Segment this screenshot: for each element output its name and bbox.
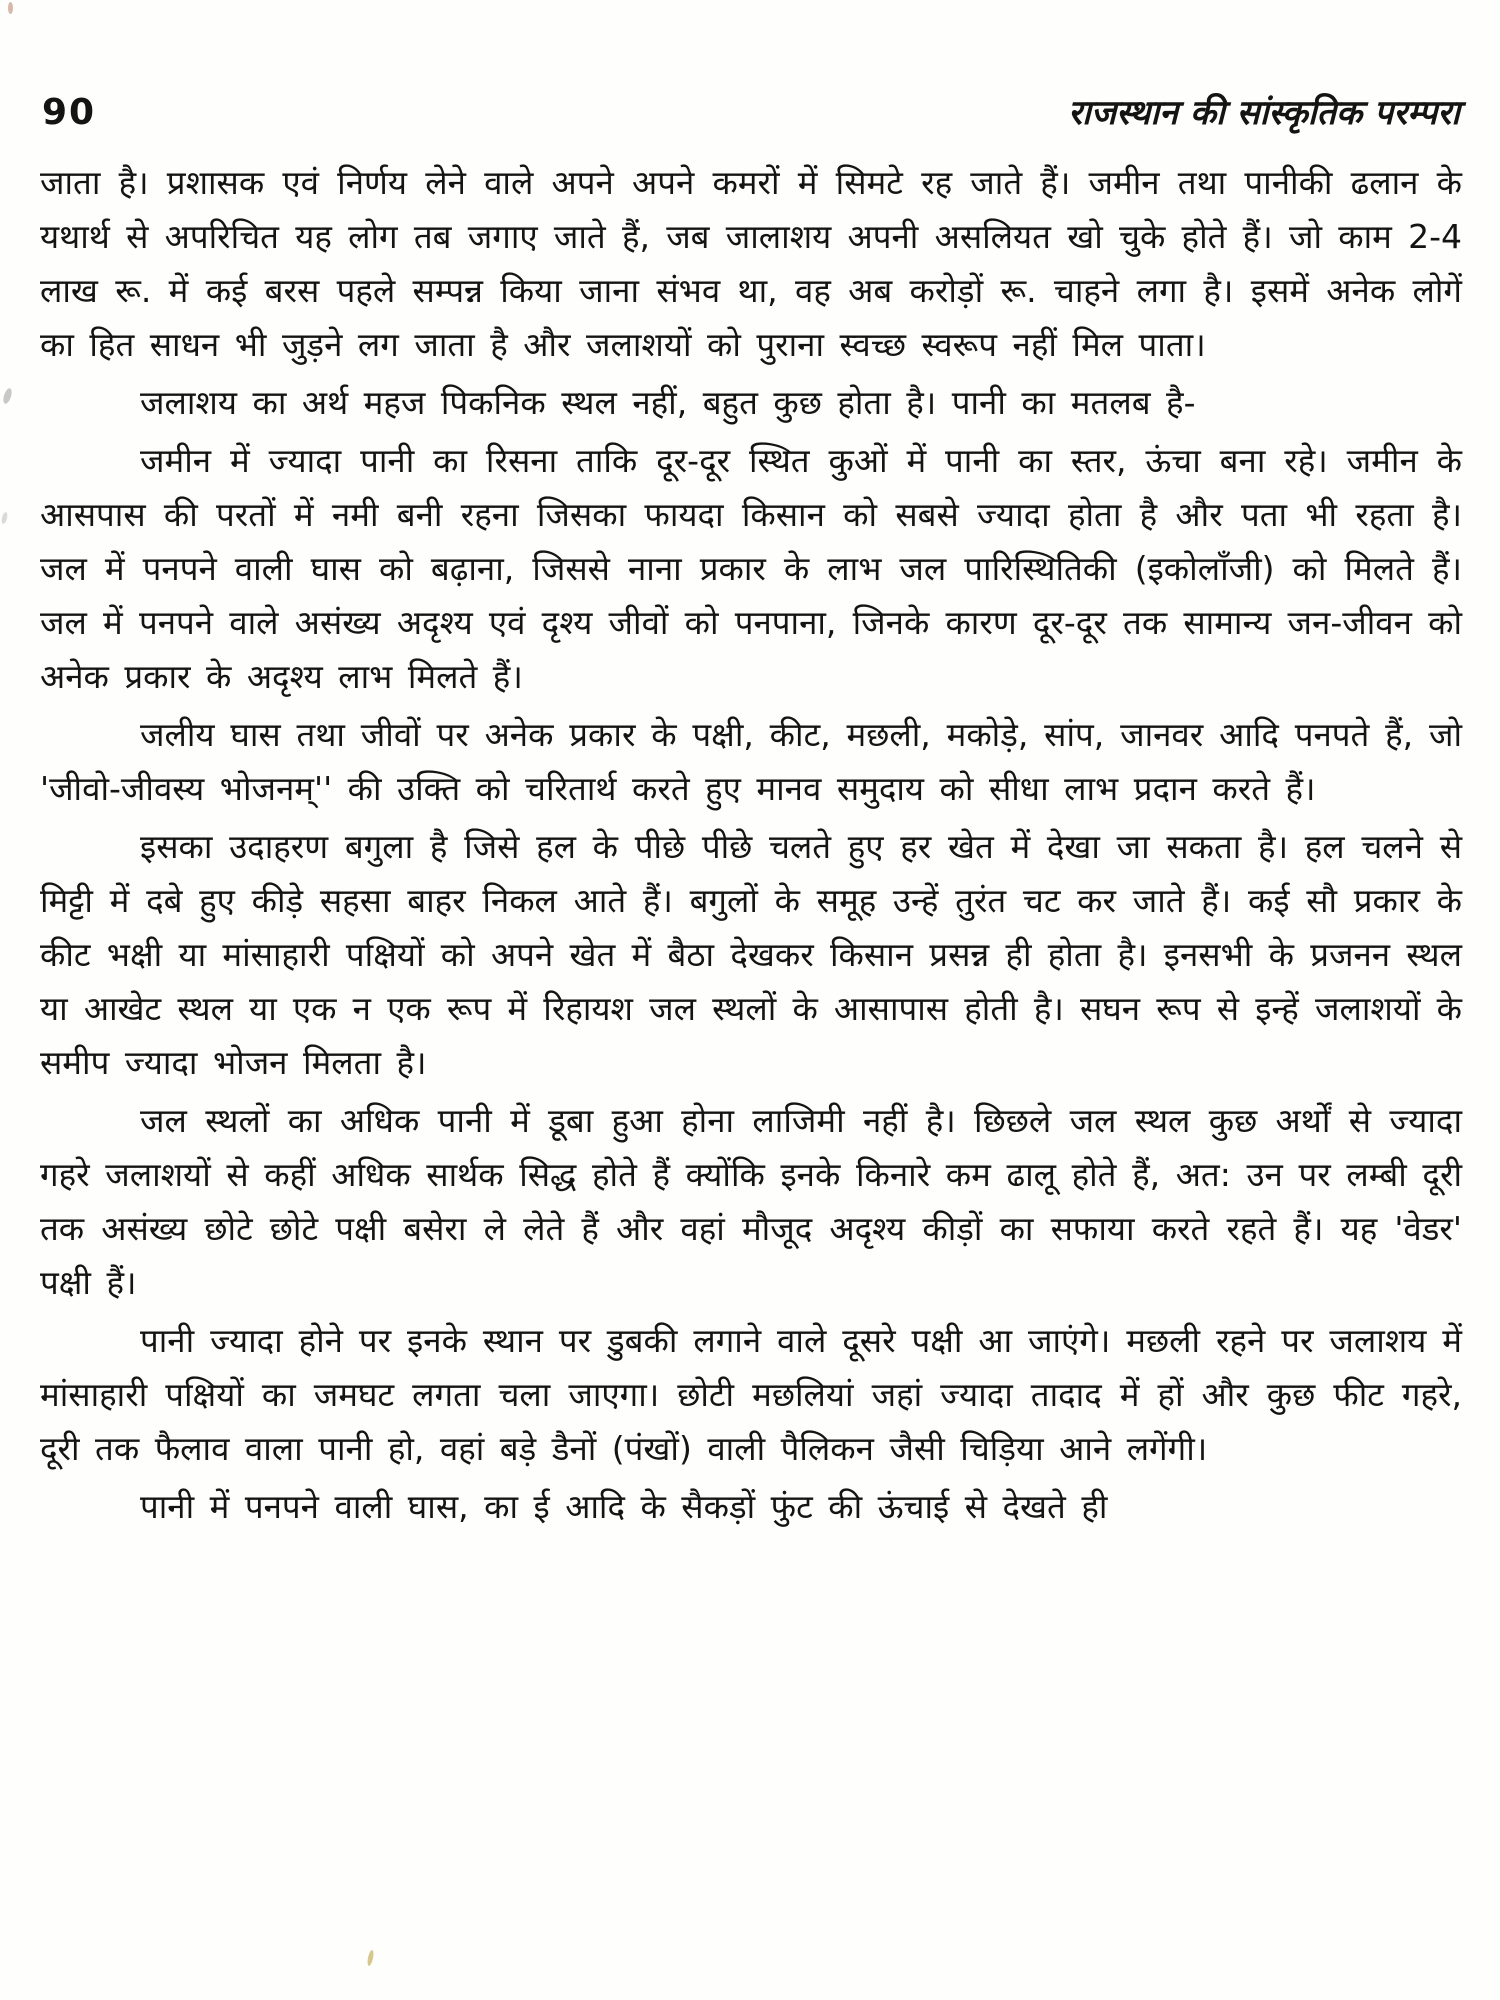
paragraph: जलीय घास तथा जीवों पर अनेक प्रकार के पक्षी, कीट, मछली, मकोड़े, सांप, जानवर आदि पनपते हैं, जो 'जीवो-जीवस्य भोजनम्'' की उक्ति को चरितार्थ करते हुए मानव समुदाय को सीधा लाभ प्रदान करते हैं। [40,715,1462,808]
page-body [40,156,1462,1538]
scan-artifact [366,1950,374,1967]
scan-artifact [2,387,14,404]
paragraph: जल स्थलों का अधिक पानी में डूबा हुआ होना लाजिमी नहीं है। छिछले जल स्थल कुछ अर्थों से ज्यादा गहरे जलाशयों से कहीं अधिक सार्थक सिद्ध होते हैं क्योंकि इनके किनारे कम ढालू होते हैं, अत: उन पर लम्बी दूरी तक असंख्य छोटे छोटे पक्षी बसेरा ले लेते हैं और वहां मौजूद अदृश्य कीड़ों का सफाया करते रहते हैं। यह 'वेडर' पक्षी हैं। [40,1101,1462,1302]
paragraph: इसका उदाहरण बगुला है जिसे हल के पीछे पीछे चलते हुए हर खेत में देखा जा सकता है। हल चलने से मिट्टी में दबे हुए कीड़े सहसा बाहर निकल आते हैं। बगुलों के समूह उन्हें तुरंत चट कर जाते हैं। कई सौ प्रकार के कीट भक्षी या मांसाहारी पक्षियों को अपने खेत में बैठा देखकर किसान प्रसन्न ही होता है। इनसभी के प्रजनन स्थल या आखेट स्थल या एक न एक रूप में रिहायश जल स्थलों के आसापास होती है। सघन रूप से इन्हें जलाशयों के समीप ज्यादा भोजन मिलता है। [40,827,1462,1082]
paragraph: पानी में पनपने वाली घास, का ई आदि के सैकड़ों फुंट की ऊंचाई से देखते ही [140,1487,1108,1526]
running-header-title: राजस्थान की सांस्कृतिक परम्परा [1068,93,1460,133]
page-header [42,88,1460,134]
paragraph-continuation: जाता है। प्रशासक एवं निर्णय लेने वाले अपने अपने कमरों में सिमटे रह जाते हैं। जमीन तथा पानीकी ढलान के यथार्थ से अपरिचित यह लोग तब जगाए जाते हैं, जब जालाशय अपनी असलियत खो चुके होते हैं। जो काम 2-4 लाख रू. में कई बरस पहले सम्पन्न किया जाना संभव था, वह अब करोड़ों रू. चाहने लगा है। इसमें अनेक लोगें का हित साधन भी जुड़ने लग जाता है और जलाशयों को पुराना स्वच्छ स्वरूप नहीं मिल पाता। [40,163,1462,364]
scan-artifact [8,2,13,14]
page-number: 90 [42,92,97,133]
paragraph: जमीन में ज्यादा पानी का रिसना ताकि दूर-दूर स्थित कुओं में पानी का स्तर, ऊंचा बना रहे। जमीन के आसपास की परतों में नमी बनी रहना जिसका फायदा किसान को सबसे ज्यादा होता है और पता भी रहता है। जल में पनपने वाली घास को बढ़ाना, जिससे नाना प्रकार के लाभ जल पारिस्थितिकी (इकोलाँजी) को मिलते हैं। जल में पनपने वाले असंख्य अदृश्य एवं दृश्य जीवों को पनपाना, जिनके कारण दूर-दूर तक सामान्य जन-जीवन को अनेक प्रकार के अदृश्य लाभ मिलते हैं। [40,441,1462,696]
scan-artifact [1,512,9,525]
paragraph: पानी ज्यादा होने पर इनके स्थान पर डुबकी लगाने वाले दूसरे पक्षी आ जाएंगे। मछली रहने पर जलाशय में मांसाहारी पक्षियों का जमघट लगता चला जाएगा। छोटी मछलियां जहां ज्यादा तादाद में हों और कुछ फीट गहरे, दूरी तक फैलाव वाला पानी हो, वहां बड़े डैनों (पंखों) वाली पैलिकन जैसी चिड़िया आने लगेंगी। [40,1321,1462,1468]
paragraph: जलाशय का अर्थ महज पिकनिक स्थल नहीं, बहुत कुछ होता है। पानी का मतलब है- [140,383,1196,422]
